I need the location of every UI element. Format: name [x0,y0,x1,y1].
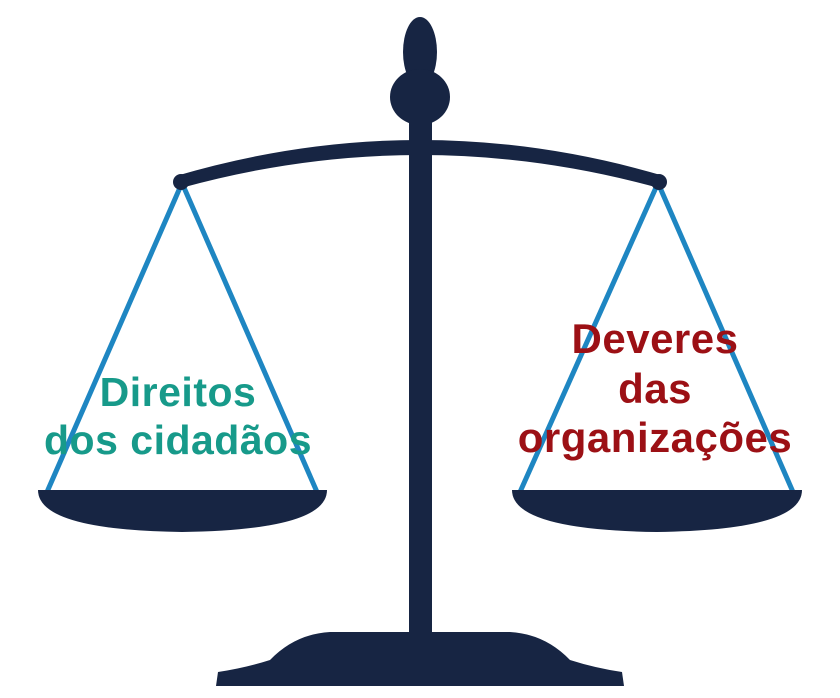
scale-pillar [409,122,432,642]
right-beam-end [651,174,667,190]
scale-base [216,632,624,686]
right-pan [512,490,802,532]
left-pan [38,490,327,532]
left-beam-end [173,174,189,190]
scale-finial-knob [390,69,450,125]
right-pan-label-line3: organizações [517,414,793,462]
left-pan-label [10,368,346,465]
left-pan-label-line2: dos cidadãos [43,417,312,464]
right-pan-label-line2: das [618,364,692,412]
left-pan-label-line1: Direitos [99,369,257,415]
right-pan-label [494,314,816,463]
right-pan-label-line1: Deveres [571,315,739,362]
